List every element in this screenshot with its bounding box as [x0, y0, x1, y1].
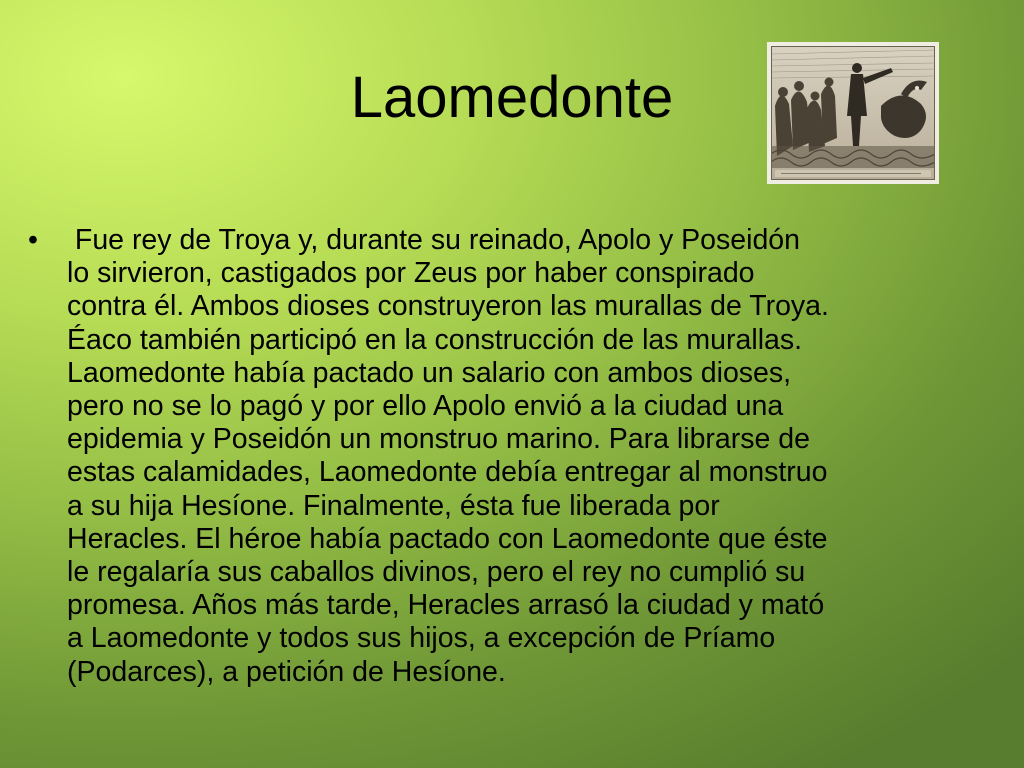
- paragraph-line: Fue rey de Troya y, durante su reinado, Apolo y Poseidón: [67, 224, 800, 256]
- paragraph-line: le regalaría sus caballos divinos, pero el rey no cumplió su: [67, 556, 806, 589]
- paragraph-line: contra él. Ambos dioses construyeron las murallas de Troya.: [67, 290, 829, 323]
- paragraph-line: pero no se lo pagó y por ello Apolo envió a la ciudad una: [67, 390, 784, 423]
- paragraph-line: a su hija Hesíone. Finalmente, ésta fue liberada por: [67, 489, 720, 522]
- bullet-marker: •: [28, 224, 38, 256]
- bullet-item: [28, 224, 988, 689]
- paragraph-line: Laomedonte había pactado un salario con ambos dioses,: [67, 356, 792, 389]
- paragraph-line: estas calamidades, Laomedonte debía entregar al monstruo: [67, 456, 828, 489]
- slide-title: Laomedonte: [350, 65, 674, 130]
- paragraph-line: Éaco también participó en la construcción de las murallas.: [67, 323, 803, 356]
- engraving-illustration: [767, 42, 939, 184]
- paragraph-line: a Laomedonte y todos sus hijos, a excepción de Príamo: [67, 622, 776, 655]
- paragraph-line: (Podarces), a petición de Hesíone.: [67, 655, 506, 688]
- engraving-image: [771, 46, 935, 180]
- paragraph-line: Heracles. El héroe había pactado con Laomedonte que éste: [67, 522, 828, 555]
- bullet-list: [28, 224, 988, 689]
- paragraph-line: epidemia y Poseidón un monstruo marino. Para librarse de: [67, 423, 810, 456]
- paragraph-line: promesa. Años más tarde, Heracles arrasó la ciudad y mató: [67, 589, 825, 622]
- paragraph-line: lo sirvieron, castigados por Zeus por haber conspirado: [67, 257, 755, 290]
